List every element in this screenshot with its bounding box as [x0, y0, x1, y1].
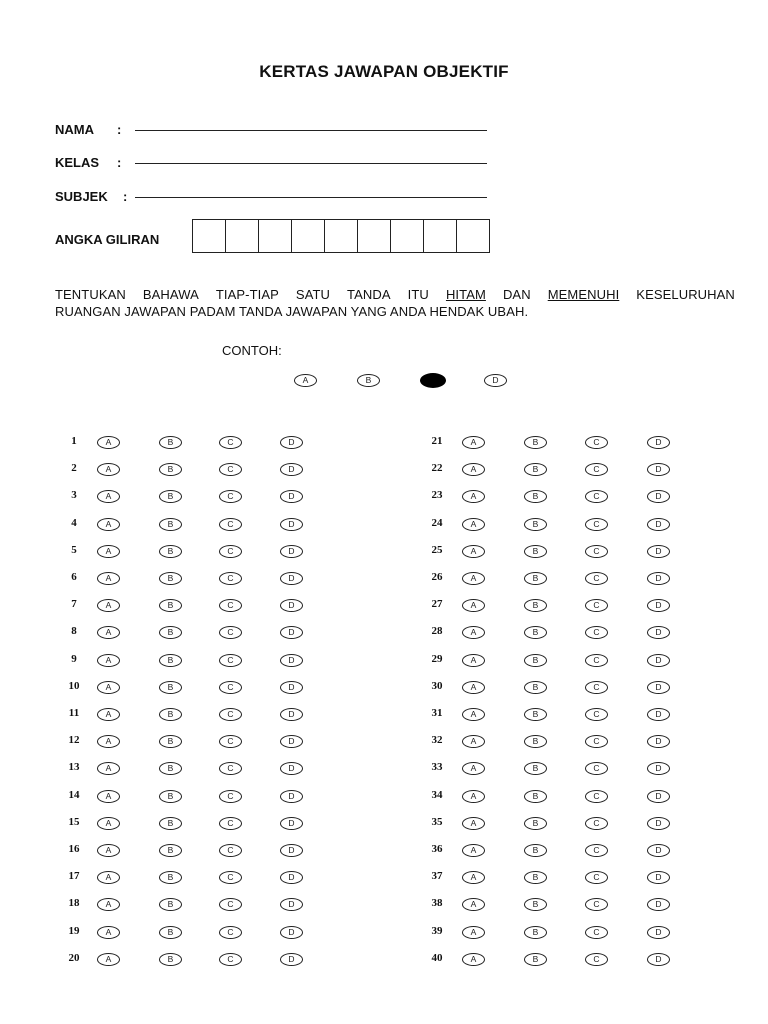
angka-giliran-box[interactable] [292, 220, 325, 252]
answer-bubble-15-a[interactable]: A [97, 817, 120, 830]
field-label: KELAS [55, 155, 100, 170]
answer-bubble-3-c[interactable]: C [219, 490, 242, 503]
answer-bubble-10-a[interactable]: A [97, 681, 120, 694]
answer-bubble-18-b[interactable]: B [159, 898, 182, 911]
answer-bubble-1-c[interactable]: C [219, 436, 242, 449]
answer-bubble-34-a[interactable]: A [462, 790, 485, 803]
field-subjek: SUBJEK : [55, 189, 128, 204]
answer-bubble-18-d[interactable]: D [280, 898, 303, 911]
question-number: 15 [68, 815, 80, 828]
nama-input-line[interactable] [135, 130, 487, 131]
answer-bubble-8-b[interactable]: B [159, 626, 182, 639]
answer-bubble-35-d[interactable]: D [647, 817, 670, 830]
instruction-word: BAHAWA [142, 287, 199, 302]
answer-bubble-12-c[interactable]: C [219, 735, 242, 748]
answer-bubble-26-c[interactable]: C [585, 572, 608, 585]
answer-bubble-3-a[interactable]: A [97, 490, 120, 503]
answer-bubble-32-b[interactable]: B [524, 735, 547, 748]
answer-bubble-23-d[interactable]: D [647, 490, 670, 503]
answer-bubble-1-b[interactable]: B [159, 436, 182, 449]
question-number: 16 [68, 843, 80, 855]
instruction-word: TANDA [347, 287, 391, 302]
answer-bubble-2-c[interactable]: C [219, 463, 242, 476]
answer-bubble-21-c[interactable]: C [585, 436, 608, 449]
answer-bubble-28-d[interactable]: D [647, 626, 670, 639]
answer-bubble-7-b[interactable]: B [159, 599, 182, 612]
example-bubble-b: B [357, 374, 380, 387]
field-label: NAMA [55, 122, 94, 137]
answer-bubble-36-d[interactable]: D [647, 844, 670, 857]
answer-bubble-17-b[interactable]: B [159, 871, 182, 884]
answer-bubble-25-d[interactable]: D [647, 545, 670, 558]
field-kelas: KELAS : [55, 155, 122, 170]
answer-bubble-34-c[interactable]: C [585, 790, 608, 803]
answer-bubble-36-c[interactable]: C [585, 844, 608, 857]
question-number: 21 [431, 435, 443, 447]
question-number: 7 [71, 598, 77, 611]
question-number: 25 [431, 543, 443, 556]
angka-giliran-box[interactable] [457, 220, 489, 252]
angka-giliran-box[interactable] [226, 220, 259, 252]
answer-bubble-26-b[interactable]: B [524, 572, 547, 585]
instruction-word: SATU [295, 287, 331, 302]
instruction-word: MEMENUHI [547, 287, 620, 302]
answer-bubble-31-b[interactable]: B [524, 708, 547, 721]
answer-bubble-22-c[interactable]: C [585, 463, 608, 476]
answer-bubble-13-a[interactable]: A [97, 762, 120, 775]
question-number: 22 [431, 462, 443, 475]
answer-bubble-38-c[interactable]: C [585, 898, 608, 911]
question-number: 38 [431, 897, 443, 910]
answer-bubble-11-b[interactable]: B [159, 708, 182, 721]
answer-bubble-15-c[interactable]: C [219, 817, 242, 830]
answer-bubble-2-d[interactable]: D [280, 463, 303, 476]
answer-bubble-1-d[interactable]: D [280, 436, 303, 449]
answer-bubble-2-b[interactable]: B [159, 463, 182, 476]
answer-bubble-4-c[interactable]: C [219, 518, 242, 531]
question-number: 17 [68, 870, 80, 883]
example-bubble-d: D [484, 374, 507, 387]
question-number: 10 [68, 679, 80, 692]
answer-bubble-12-b[interactable]: B [159, 735, 182, 748]
answer-bubble-33-d[interactable]: D [647, 762, 670, 775]
answer-bubble-30-b[interactable]: B [524, 681, 547, 694]
question-number: 32 [431, 734, 443, 747]
instruction-text [55, 286, 735, 320]
answer-bubble-23-c[interactable]: C [585, 490, 608, 503]
answer-bubble-40-b[interactable]: B [524, 953, 547, 966]
question-number: 6 [71, 571, 77, 583]
question-number: 4 [71, 516, 77, 529]
answer-bubble-22-b[interactable]: B [524, 463, 547, 476]
answer-bubble-29-d[interactable]: D [647, 654, 670, 667]
answer-bubble-24-d[interactable]: D [647, 518, 670, 531]
answer-bubble-26-a[interactable]: A [462, 572, 485, 585]
answer-bubble-39-b[interactable]: B [524, 926, 547, 939]
answer-bubble-14-a[interactable]: A [97, 790, 120, 803]
question-number: 40 [431, 951, 443, 964]
example-bubble-a: A [294, 374, 317, 387]
answer-bubble-13-c[interactable]: C [219, 762, 242, 775]
angka-giliran-boxes [192, 219, 490, 253]
instruction-word: KESELURUHAN [636, 287, 735, 302]
question-number: 13 [68, 761, 80, 774]
answer-bubble-32-a[interactable]: A [462, 735, 485, 748]
answer-bubble-40-a[interactable]: A [462, 953, 485, 966]
instruction-word: HITAM [445, 287, 486, 302]
angka-giliran-box[interactable] [358, 220, 391, 252]
answer-bubble-17-d[interactable]: D [280, 871, 303, 884]
question-number: 30 [431, 679, 443, 692]
answer-bubble-12-a[interactable]: A [97, 735, 120, 748]
answer-bubble-25-c[interactable]: C [585, 545, 608, 558]
question-number: 11 [68, 707, 80, 719]
answer-bubble-19-b[interactable]: B [159, 926, 182, 939]
answer-bubble-14-c[interactable]: C [219, 790, 242, 803]
question-number: 33 [431, 761, 443, 774]
answer-bubble-20-c[interactable]: C [219, 953, 242, 966]
answer-bubble-4-d[interactable]: D [280, 518, 303, 531]
answer-bubble-27-d[interactable]: D [647, 599, 670, 612]
answer-bubble-34-b[interactable]: B [524, 790, 547, 803]
angka-giliran-box[interactable] [259, 220, 292, 252]
answer-bubble-29-a[interactable]: A [462, 654, 485, 667]
answer-bubble-19-a[interactable]: A [97, 926, 120, 939]
answer-bubble-36-b[interactable]: B [524, 844, 547, 857]
answer-bubble-19-d[interactable]: D [280, 926, 303, 939]
question-number: 14 [68, 788, 80, 801]
answer-bubble-33-c[interactable]: C [585, 762, 608, 775]
answer-bubble-16-c[interactable]: C [219, 844, 242, 857]
example-bubble-c [420, 373, 446, 388]
answer-bubble-26-d[interactable]: D [647, 572, 670, 585]
answer-bubble-30-c[interactable]: C [585, 681, 608, 694]
answer-bubble-33-a[interactable]: A [462, 762, 485, 775]
answer-bubble-28-b[interactable]: B [524, 626, 547, 639]
instruction-line-1 [55, 286, 735, 303]
answer-bubble-11-c[interactable]: C [219, 708, 242, 721]
question-number: 39 [431, 924, 443, 937]
kelas-input-line[interactable] [135, 163, 487, 164]
field-nama: NAMA : [55, 122, 122, 137]
answer-bubble-10-d[interactable]: D [280, 681, 303, 694]
answer-bubble-37-d[interactable]: D [647, 871, 670, 884]
answer-bubble-25-a[interactable]: A [462, 545, 485, 558]
answer-bubble-5-b[interactable]: B [159, 545, 182, 558]
question-number: 34 [431, 788, 443, 801]
answer-bubble-29-b[interactable]: B [524, 654, 547, 667]
subjek-input-line[interactable] [135, 197, 487, 198]
question-number: 19 [68, 924, 80, 937]
question-number: 24 [431, 516, 443, 529]
answer-bubble-13-b[interactable]: B [159, 762, 182, 775]
answer-bubble-8-c[interactable]: C [219, 626, 242, 639]
answer-bubble-9-b[interactable]: B [159, 654, 182, 667]
answer-bubble-7-c[interactable]: C [219, 599, 242, 612]
question-number: 23 [431, 489, 443, 502]
answer-bubble-6-c[interactable]: C [219, 572, 242, 585]
answer-bubble-9-d[interactable]: D [280, 654, 303, 667]
example-label: CONTOH: [222, 343, 282, 358]
question-number: 37 [431, 870, 443, 883]
question-number: 1 [71, 435, 77, 447]
question-number: 28 [431, 625, 443, 638]
answer-bubble-28-c[interactable]: C [585, 626, 608, 639]
answer-bubble-11-a[interactable]: A [97, 708, 120, 721]
answer-bubble-11-d[interactable]: D [280, 708, 303, 721]
angka-giliran-box[interactable] [391, 220, 424, 252]
answer-bubble-37-c[interactable]: C [585, 871, 608, 884]
question-number: 36 [431, 843, 443, 855]
answer-bubble-29-c[interactable]: C [585, 654, 608, 667]
answer-bubble-40-c[interactable]: C [585, 953, 608, 966]
answer-bubble-5-d[interactable]: D [280, 545, 303, 558]
instruction-word: TENTUKAN [55, 287, 126, 302]
answer-bubble-21-b[interactable]: B [524, 436, 547, 449]
question-number: 26 [431, 571, 443, 583]
answer-bubble-38-b[interactable]: B [524, 898, 547, 911]
instruction-line-2: RUANGAN JAWAPAN PADAM TANDA JAWAPAN YANG ANDA HENDAK UBAH. [55, 304, 529, 319]
answer-bubble-31-a[interactable]: A [462, 708, 485, 721]
answer-bubble-6-b[interactable]: B [159, 572, 182, 585]
answer-bubble-15-b[interactable]: B [159, 817, 182, 830]
answer-bubble-2-a[interactable]: A [97, 463, 120, 476]
answer-bubble-1-a[interactable]: A [97, 436, 120, 449]
answer-bubble-35-c[interactable]: C [585, 817, 608, 830]
question-number: 29 [431, 652, 443, 665]
instruction-word: TIAP-TIAP [215, 287, 279, 302]
answer-bubble-21-d[interactable]: D [647, 436, 670, 449]
answer-bubble-40-d[interactable]: D [647, 953, 670, 966]
answer-bubble-30-a[interactable]: A [462, 681, 485, 694]
answer-bubble-9-a[interactable]: A [97, 654, 120, 667]
answer-bubble-16-b[interactable]: B [159, 844, 182, 857]
answer-bubble-7-d[interactable]: D [280, 599, 303, 612]
answer-bubble-10-c[interactable]: C [219, 681, 242, 694]
answer-bubble-22-d[interactable]: D [647, 463, 670, 476]
answer-bubble-4-a[interactable]: A [97, 518, 120, 531]
answer-bubble-23-a[interactable]: A [462, 490, 485, 503]
question-number: 3 [71, 489, 77, 502]
answer-bubble-39-d[interactable]: D [647, 926, 670, 939]
answer-bubble-31-c[interactable]: C [585, 708, 608, 721]
answer-bubble-20-a[interactable]: A [97, 953, 120, 966]
answer-bubble-5-c[interactable]: C [219, 545, 242, 558]
answer-bubble-9-c[interactable]: C [219, 654, 242, 667]
answer-bubble-37-a[interactable]: A [462, 871, 485, 884]
answer-bubble-38-d[interactable]: D [647, 898, 670, 911]
answer-bubble-27-a[interactable]: A [462, 599, 485, 612]
answer-bubble-31-d[interactable]: D [647, 708, 670, 721]
question-number: 8 [71, 625, 77, 638]
answer-bubble-25-b[interactable]: B [524, 545, 547, 558]
answer-bubble-8-d[interactable]: D [280, 626, 303, 639]
question-number: 2 [71, 462, 77, 475]
answer-bubble-6-d[interactable]: D [280, 572, 303, 585]
answer-bubble-24-a[interactable]: A [462, 518, 485, 531]
question-number: 18 [68, 897, 80, 910]
answer-bubble-4-b[interactable]: B [159, 518, 182, 531]
instruction-word: DAN [502, 287, 531, 302]
answer-bubble-20-d[interactable]: D [280, 953, 303, 966]
answer-bubble-20-b[interactable]: B [159, 953, 182, 966]
question-number: 5 [71, 543, 77, 556]
answer-bubble-39-c[interactable]: C [585, 926, 608, 939]
answer-bubble-30-d[interactable]: D [647, 681, 670, 694]
angka-giliran-box[interactable] [193, 220, 226, 252]
instruction-word: ITU [407, 287, 429, 302]
answer-bubble-34-d[interactable]: D [647, 790, 670, 803]
answer-bubble-37-b[interactable]: B [524, 871, 547, 884]
question-number: 20 [68, 951, 80, 964]
answer-bubble-28-a[interactable]: A [462, 626, 485, 639]
answer-bubble-32-d[interactable]: D [647, 735, 670, 748]
answer-bubble-23-b[interactable]: B [524, 490, 547, 503]
answer-bubble-22-a[interactable]: A [462, 463, 485, 476]
sheet-title: KERTAS JAWAPAN OBJEKTIF [259, 62, 509, 81]
answer-bubble-36-a[interactable]: A [462, 844, 485, 857]
answer-bubble-3-b[interactable]: B [159, 490, 182, 503]
answer-bubble-3-d[interactable]: D [280, 490, 303, 503]
answer-bubble-35-b[interactable]: B [524, 817, 547, 830]
answer-bubble-24-c[interactable]: C [585, 518, 608, 531]
answer-bubble-8-a[interactable]: A [97, 626, 120, 639]
answer-bubble-16-a[interactable]: A [97, 844, 120, 857]
answer-bubble-5-a[interactable]: A [97, 545, 120, 558]
answer-bubble-14-d[interactable]: D [280, 790, 303, 803]
answer-bubble-27-b[interactable]: B [524, 599, 547, 612]
answer-bubble-32-c[interactable]: C [585, 735, 608, 748]
answer-bubble-16-d[interactable]: D [280, 844, 303, 857]
answer-bubble-24-b[interactable]: B [524, 518, 547, 531]
question-number: 31 [431, 707, 443, 719]
answer-bubble-35-a[interactable]: A [462, 817, 485, 830]
answer-bubble-38-a[interactable]: A [462, 898, 485, 911]
question-number: 35 [431, 815, 443, 828]
answer-bubble-21-a[interactable]: A [462, 436, 485, 449]
answer-bubble-27-c[interactable]: C [585, 599, 608, 612]
answer-bubble-19-c[interactable]: C [219, 926, 242, 939]
question-number: 12 [68, 734, 80, 747]
answer-bubble-13-d[interactable]: D [280, 762, 303, 775]
answer-bubble-15-d[interactable]: D [280, 817, 303, 830]
answer-bubble-18-c[interactable]: C [219, 898, 242, 911]
answer-bubble-17-a[interactable]: A [97, 871, 120, 884]
answer-bubble-14-b[interactable]: B [159, 790, 182, 803]
question-number: 9 [71, 652, 77, 665]
answer-bubble-17-c[interactable]: C [219, 871, 242, 884]
angka-giliran-box[interactable] [325, 220, 358, 252]
angka-giliran-label: ANGKA GILIRAN [55, 232, 160, 247]
answer-bubble-33-b[interactable]: B [524, 762, 547, 775]
answer-bubble-7-a[interactable]: A [97, 599, 120, 612]
answer-bubble-39-a[interactable]: A [462, 926, 485, 939]
question-number: 27 [431, 598, 443, 611]
angka-giliran-box[interactable] [424, 220, 457, 252]
answer-bubble-6-a[interactable]: A [97, 572, 120, 585]
answer-bubble-10-b[interactable]: B [159, 681, 182, 694]
answer-bubble-18-a[interactable]: A [97, 898, 120, 911]
answer-bubble-12-d[interactable]: D [280, 735, 303, 748]
field-label: SUBJEK [55, 189, 108, 204]
